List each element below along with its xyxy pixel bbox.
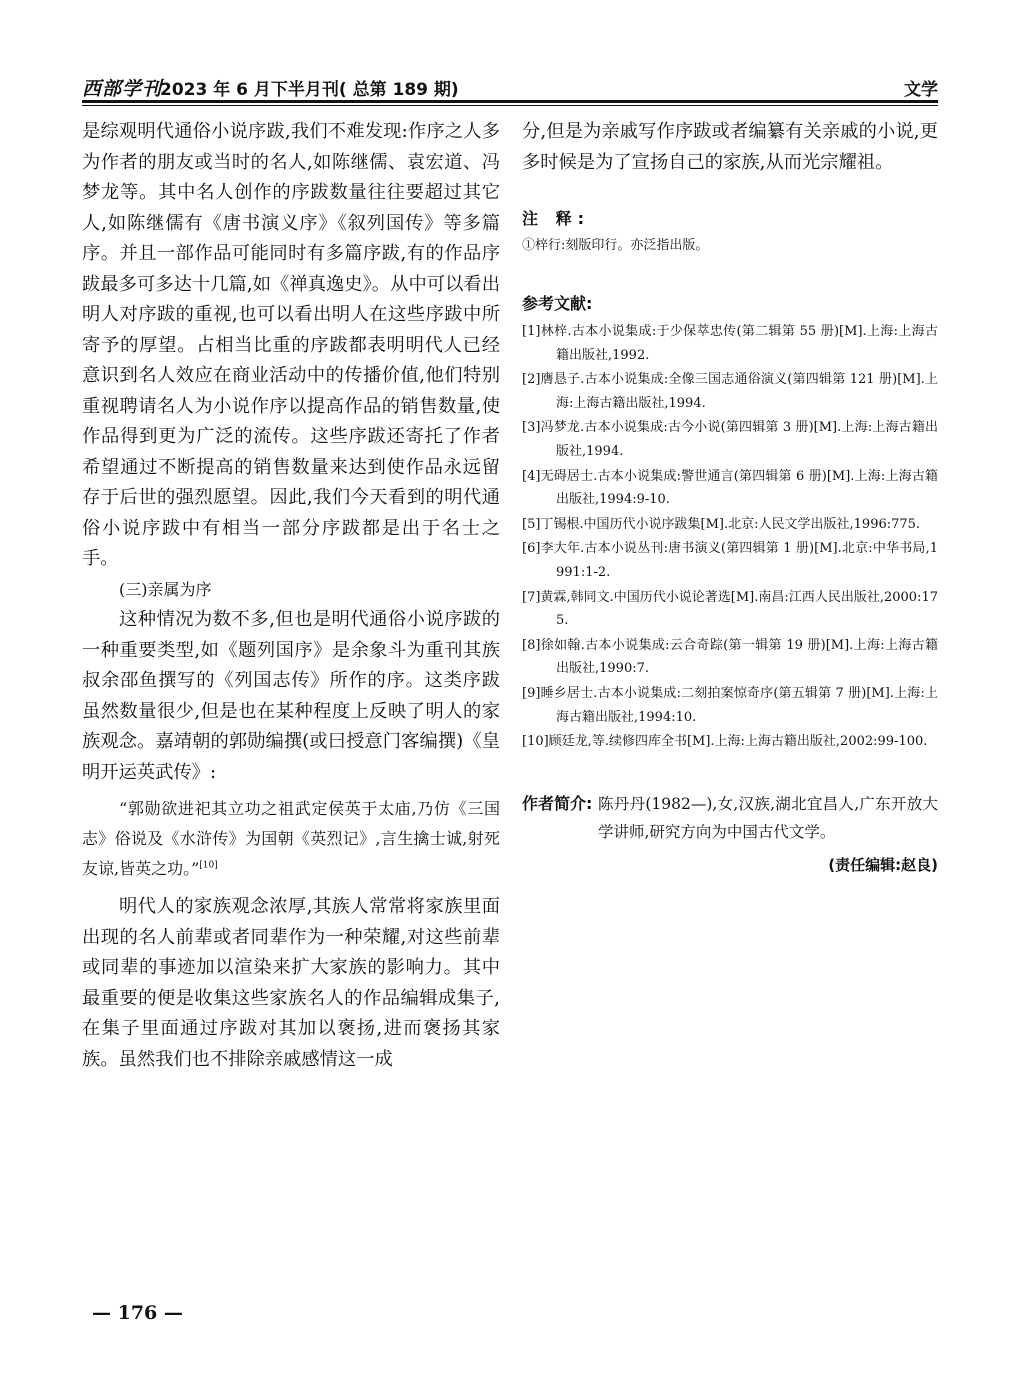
author-text: 陈丹丹(1982—),女,汉族,湖北宜昌人,广东开放大学讲师,研究方向为中国古代文学。	[598, 794, 938, 841]
citation-marker: [10]	[199, 860, 218, 871]
author-label: 作者简介:	[522, 793, 593, 813]
journal-logo: 西部学刊	[82, 78, 163, 100]
reference-item: [9]睡乡居士.古本小说集成:二刻拍案惊奇序(第五辑第 7 册)[M].上海:上海古籍出版社,1994:10.	[522, 685, 938, 725]
reference-item: [3]冯梦龙.古本小说集成:古今小说(第四辑第 3 册)[M].上海:上海古籍出版社,1994.	[522, 420, 938, 459]
notes-heading: 注 释:	[522, 209, 590, 228]
reference-item: [6]李大年.古本小说丛刊:唐书演义(第四辑第 1 册)[M].北京:中华书局,1991:1-2.	[522, 541, 938, 580]
references-heading: 参考文献:	[522, 294, 593, 313]
right-column	[522, 117, 938, 875]
body-paragraph: 分,但是为亲戚写作序跋或者编纂有关亲戚的小说,更多时候是为了宣扬自己的家族,从而光宗耀祖。	[522, 121, 938, 173]
section-name: 文学	[904, 80, 938, 100]
header-rule-thin	[82, 105, 938, 106]
body-paragraph: 明代人的家族观念浓厚,其族人常常将家族里面出现的名人前辈或者同辈作为一种荣耀,对这些前辈或同辈的事迹加以渲染来扩大家族的影响力。其中最重要的便是收集这些家族名人的作品编辑成集子,在集子里面通过序跋对其加以褒扬,进而褒扬其家族。虽然我们也不排除亲戚感情这一成	[82, 896, 500, 1070]
body-paragraph: 这种情况为数不多,但也是明代通俗小说序跋的一种重要类型,如《题列国序》是余象斗为重刊其族叔余邵鱼撰写的《列国志传》所作的序。这类序跋虽然数量很少,但是也在某种程度上反映了明人的家族观念。嘉靖朝的郭勋编撰(或曰授意门客编撰)《皇明开运英武传》:	[82, 609, 500, 783]
reference-item: [5]丁锡根.中国历代小说序跋集[M].北京:人民文学出版社,1996:775.	[522, 516, 921, 532]
responsible-editor: (责任编辑:赵良)	[828, 855, 938, 874]
note-item: ①梓行:刻版印行。亦泛指出版。	[522, 238, 709, 253]
reference-item: [2]膺恳子.古本小说集成:全像三国志通俗演义(第四辑第 121 册)[M].上海:上海古籍出版社,1994.	[522, 372, 938, 411]
page-number: — 176 —	[92, 1302, 183, 1324]
reference-item: [4]无碍居士.古本小说集成:警世通言(第四辑第 6 册)[M].上海:上海古籍出版社,1994:9-10.	[522, 468, 938, 508]
issue-info: 2023 年 6 月下半月刊( 总第 189 期)	[160, 80, 459, 100]
subheading: (三)亲属为序	[119, 579, 212, 599]
author-bio	[522, 790, 938, 846]
quote-text: “郭勋欲进祀其立功之祖武定侯英于太庙,乃仿《三国志》俗说及《水浒传》为国朝《英烈记》,言生擒士诚,射死友谅,皆英之功。”	[82, 799, 500, 878]
reference-item: [8]徐如翰.古本小说集成:云合奇踪(第一辑第 19 册)[M].上海:上海古籍出版社,1990:7.	[522, 637, 938, 677]
reference-item: [10]顾廷龙,等.续修四库全书[M].上海:上海古籍出版社,2002:99-100.	[522, 734, 928, 750]
reference-item: [7]黄霖,韩同文.中国历代小说论著选[M].南昌:江西人民出版社,2000:175.	[522, 589, 938, 629]
body-paragraph: 是综观明代通俗小说序跋,我们不难发现:作序之人多为作者的朋友或当时的名人,如陈继儒、袁宏道、冯梦龙等。其中名人创作的序跋数量往往要超过其它人,如陈继儒有《唐书演义序》《叙列国传》等多篇序。并且一部作品可能同时有多篇序跋,有的作品序跋最多可多达十几篇,如《禅真逸史》。从中可以看出明人对序跋的重视,也可以看出明人在这些序跋中所寄予的厚望。占相当比重的序跋都表明明代人已经意识到名人效应在商业活动中的传播价值,他们特别重视聘请名人为小说作序以提高作品的销售数量,使作品得到更为广泛的流传。这些序跋还寄托了作者希望通过不断提高的销售数量来达到使作品永远留存于后世的强烈愿望。因此,我们今天看到的明代通俗小说序跋中有相当一部分序跋都是出于名士之手。	[82, 121, 500, 569]
reference-list	[522, 320, 938, 754]
header-rule-thick	[82, 100, 938, 103]
page-header	[82, 72, 938, 102]
left-column	[82, 117, 500, 1075]
reference-item: [1]林梓.古本小说集成:于少保萃忠传(第二辑第 55 册)[M].上海:上海古籍出版社,1992.	[522, 324, 938, 363]
block-quote	[82, 794, 500, 884]
